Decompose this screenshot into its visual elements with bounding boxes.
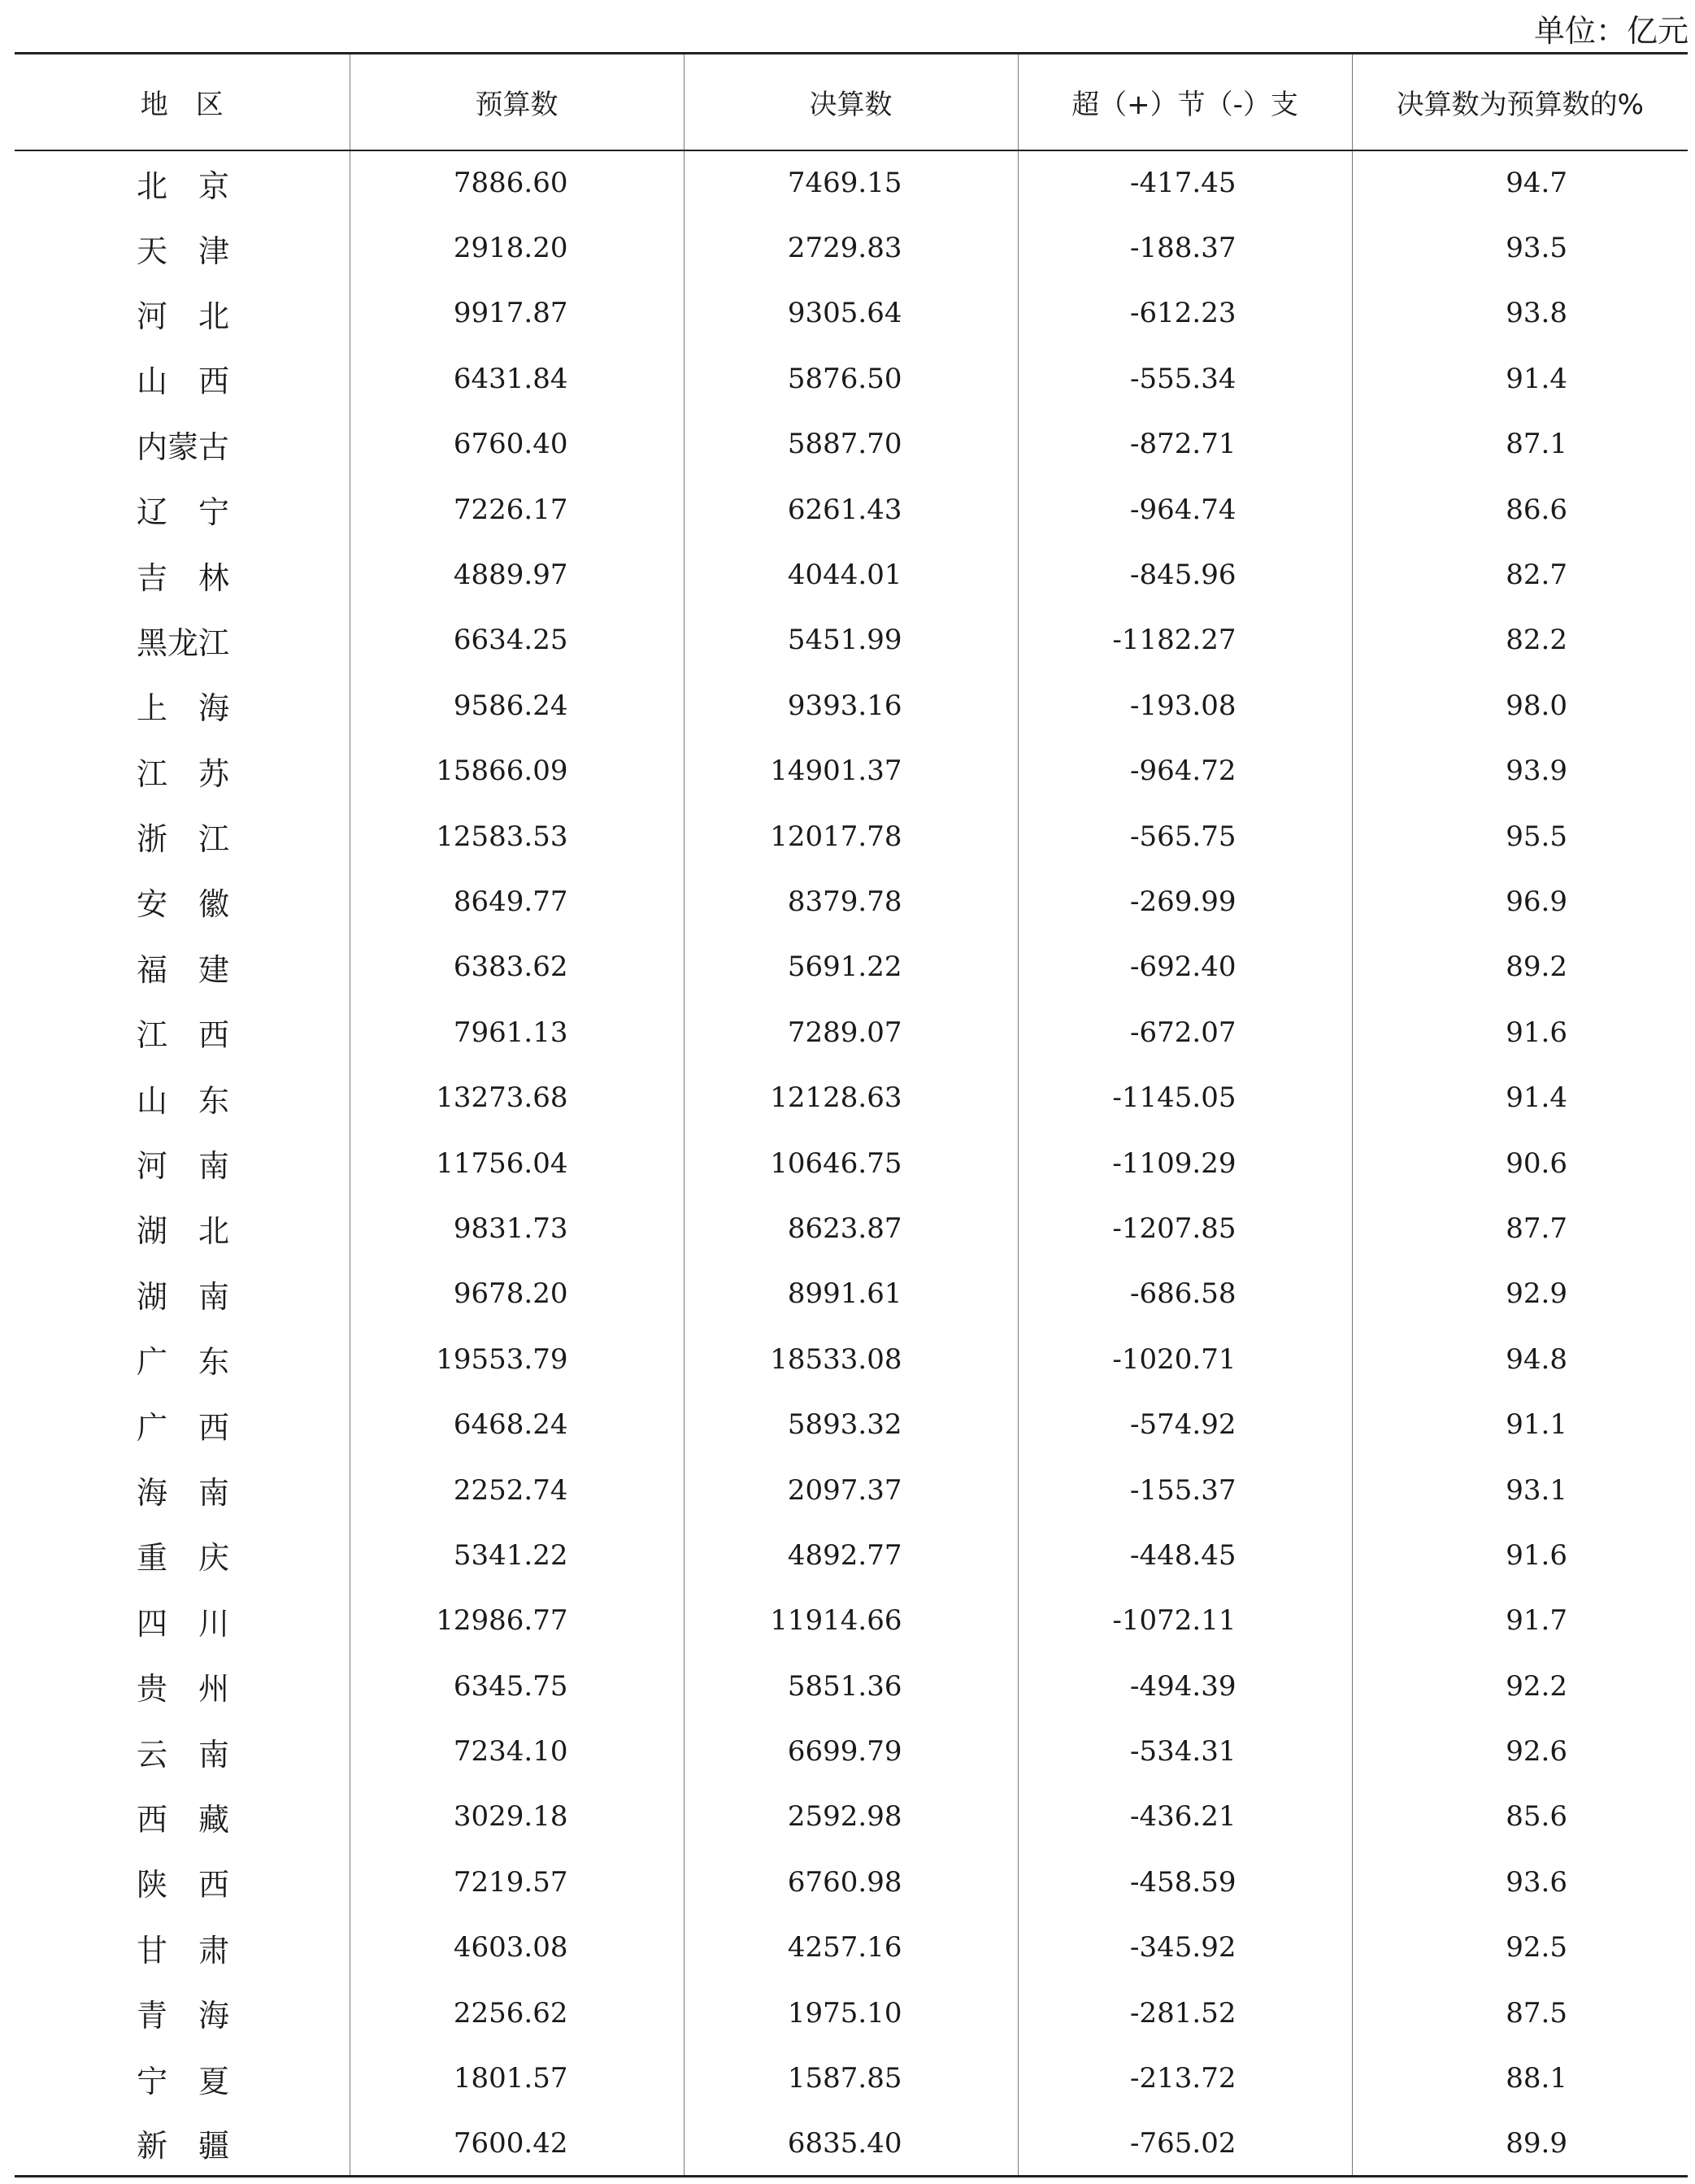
table-row (15, 1588, 1688, 1653)
cell-region: 浙 江 (137, 821, 230, 858)
cell-region: 河 南 (137, 1148, 230, 1185)
cell-budget: 8649.77 (350, 869, 684, 934)
cell-budget: 11756.04 (350, 1130, 684, 1195)
table-row (15, 542, 1688, 607)
cell-final: 5691.22 (684, 934, 1018, 999)
budget-table (15, 52, 1688, 2177)
table-row (15, 1261, 1688, 1326)
cell-final: 5451.99 (684, 607, 1018, 672)
cell-region: 海 南 (137, 1475, 230, 1511)
cell-region: 新 疆 (137, 2128, 230, 2164)
table-row (15, 1327, 1688, 1392)
cell-percent: 92.6 (1352, 1719, 1688, 1784)
cell-final: 5893.32 (684, 1392, 1018, 1457)
cell-diff: -436.21 (1018, 1784, 1352, 1849)
cell-final: 10646.75 (684, 1130, 1018, 1195)
cell-percent: 94.8 (1352, 1327, 1688, 1392)
cell-region: 青 海 (137, 1998, 230, 2034)
cell-region: 陕 西 (137, 1867, 230, 1903)
cell-final: 6760.98 (684, 1850, 1018, 1915)
cell-budget: 7886.60 (350, 150, 684, 215)
cell-diff: -692.40 (1018, 934, 1352, 999)
cell-final: 4257.16 (684, 1915, 1018, 1980)
cell-budget: 7961.13 (350, 1000, 684, 1065)
cell-budget: 9586.24 (350, 673, 684, 738)
table-row (15, 1719, 1688, 1784)
cell-percent: 92.5 (1352, 1915, 1688, 1980)
table-row (15, 1196, 1688, 1261)
cell-budget: 4603.08 (350, 1915, 684, 1980)
cell-budget: 1801.57 (350, 2046, 684, 2111)
cell-percent: 82.7 (1352, 542, 1688, 607)
cell-budget: 6468.24 (350, 1392, 684, 1457)
cell-region: 贵 州 (137, 1671, 230, 1708)
cell-diff: -964.74 (1018, 476, 1352, 542)
table-row (15, 673, 1688, 738)
table-row (15, 150, 1688, 215)
cell-budget: 6760.40 (350, 411, 684, 476)
cell-region: 广 西 (137, 1409, 230, 1446)
cell-diff: -417.45 (1018, 150, 1352, 215)
cell-budget: 6431.84 (350, 346, 684, 411)
cell-percent: 89.2 (1352, 934, 1688, 999)
cell-final: 8991.61 (684, 1261, 1018, 1326)
cell-percent: 91.6 (1352, 1523, 1688, 1588)
table-row (15, 803, 1688, 868)
cell-diff: -269.99 (1018, 869, 1352, 934)
table-row (15, 1000, 1688, 1065)
cell-budget: 19553.79 (350, 1327, 684, 1392)
table-row (15, 934, 1688, 999)
cell-region: 天 津 (137, 233, 230, 269)
table-row (15, 476, 1688, 542)
cell-budget: 2252.74 (350, 1457, 684, 1522)
cell-budget: 13273.68 (350, 1065, 684, 1130)
cell-diff: -534.31 (1018, 1719, 1352, 1784)
cell-percent: 92.2 (1352, 1653, 1688, 1718)
table-row (15, 1457, 1688, 1522)
cell-diff: -193.08 (1018, 673, 1352, 738)
cell-final: 7469.15 (684, 150, 1018, 215)
table-header (15, 54, 1688, 150)
cell-diff: -458.59 (1018, 1850, 1352, 1915)
cell-budget: 7226.17 (350, 476, 684, 542)
table-row (15, 215, 1688, 281)
cell-budget: 6345.75 (350, 1653, 684, 1718)
cell-region: 江 苏 (137, 755, 230, 792)
unit-label: 单位：亿元 (1533, 13, 1688, 49)
cell-final: 6699.79 (684, 1719, 1018, 1784)
cell-percent: 87.7 (1352, 1196, 1688, 1261)
cell-budget: 2918.20 (350, 215, 684, 281)
header-percent: 决算数为预算数的% (1352, 54, 1688, 150)
cell-budget: 2256.62 (350, 1980, 684, 2045)
header-row (15, 54, 1688, 150)
table-row (15, 1392, 1688, 1457)
cell-diff: -1020.71 (1018, 1327, 1352, 1392)
cell-final: 9393.16 (684, 673, 1018, 738)
cell-percent: 98.0 (1352, 673, 1688, 738)
table-row (15, 1784, 1688, 1849)
table-row (15, 869, 1688, 934)
cell-percent: 91.6 (1352, 1000, 1688, 1065)
cell-budget: 7234.10 (350, 1719, 684, 1784)
cell-region: 上 海 (137, 690, 230, 727)
cell-diff: -1109.29 (1018, 1130, 1352, 1195)
cell-final: 12128.63 (684, 1065, 1018, 1130)
cell-final: 8623.87 (684, 1196, 1018, 1261)
cell-region: 江 西 (137, 1017, 230, 1054)
cell-region: 湖 北 (137, 1213, 230, 1250)
cell-percent: 93.5 (1352, 215, 1688, 281)
cell-final: 18533.08 (684, 1327, 1018, 1392)
cell-diff: -1182.27 (1018, 607, 1352, 672)
cell-percent: 91.4 (1352, 346, 1688, 411)
cell-final: 6835.40 (684, 2111, 1018, 2176)
cell-percent: 93.6 (1352, 1850, 1688, 1915)
cell-region: 辽 宁 (137, 494, 230, 531)
cell-percent: 91.4 (1352, 1065, 1688, 1130)
table-row (15, 2111, 1688, 2176)
cell-budget: 15866.09 (350, 738, 684, 803)
cell-diff: -845.96 (1018, 542, 1352, 607)
cell-diff: -448.45 (1018, 1523, 1352, 1588)
cell-region: 安 徽 (137, 886, 230, 923)
cell-final: 14901.37 (684, 738, 1018, 803)
cell-region: 重 庆 (137, 1540, 230, 1577)
cell-diff: -686.58 (1018, 1261, 1352, 1326)
cell-final: 4044.01 (684, 542, 1018, 607)
cell-percent: 92.9 (1352, 1261, 1688, 1326)
cell-budget: 4889.97 (350, 542, 684, 607)
cell-region: 福 建 (137, 951, 230, 988)
cell-budget: 12583.53 (350, 803, 684, 868)
cell-percent: 96.9 (1352, 869, 1688, 934)
table-row (15, 346, 1688, 411)
table-row (15, 738, 1688, 803)
cell-diff: -345.92 (1018, 1915, 1352, 1980)
cell-final: 7289.07 (684, 1000, 1018, 1065)
cell-percent: 91.7 (1352, 1588, 1688, 1653)
cell-final: 1975.10 (684, 1980, 1018, 2045)
cell-percent: 93.9 (1352, 738, 1688, 803)
cell-diff: -672.07 (1018, 1000, 1352, 1065)
cell-diff: -213.72 (1018, 2046, 1352, 2111)
cell-final: 2729.83 (684, 215, 1018, 281)
cell-diff: -281.52 (1018, 1980, 1352, 2045)
cell-diff: -494.39 (1018, 1653, 1352, 1718)
cell-final: 5851.36 (684, 1653, 1018, 1718)
header-final: 决算数 (684, 54, 1018, 150)
cell-diff: -964.72 (1018, 738, 1352, 803)
cell-final: 5887.70 (684, 411, 1018, 476)
table-body (15, 150, 1688, 2177)
cell-budget: 9917.87 (350, 281, 684, 346)
cell-final: 2592.98 (684, 1784, 1018, 1849)
cell-diff: -555.34 (1018, 346, 1352, 411)
cell-region: 宁 夏 (137, 2063, 230, 2099)
cell-diff: -188.37 (1018, 215, 1352, 281)
cell-final: 4892.77 (684, 1523, 1018, 1588)
cell-final: 12017.78 (684, 803, 1018, 868)
cell-diff: -574.92 (1018, 1392, 1352, 1457)
cell-region: 甘 肃 (137, 1932, 230, 1969)
cell-region: 云 南 (137, 1736, 230, 1773)
table-row (15, 281, 1688, 346)
cell-region: 湖 南 (137, 1278, 230, 1315)
cell-final: 2097.37 (684, 1457, 1018, 1522)
cell-percent: 87.1 (1352, 411, 1688, 476)
cell-region: 山 东 (137, 1082, 230, 1119)
cell-budget: 3029.18 (350, 1784, 684, 1849)
cell-percent: 87.5 (1352, 1980, 1688, 2045)
cell-region: 北 京 (137, 167, 230, 204)
table-row (15, 607, 1688, 672)
cell-region: 吉 林 (137, 559, 230, 596)
cell-percent: 91.1 (1352, 1392, 1688, 1457)
cell-region: 四 川 (137, 1605, 230, 1642)
cell-final: 8379.78 (684, 869, 1018, 934)
cell-final: 6261.43 (684, 476, 1018, 542)
cell-diff: -155.37 (1018, 1457, 1352, 1522)
cell-percent: 86.6 (1352, 476, 1688, 542)
cell-percent: 89.9 (1352, 2111, 1688, 2176)
cell-budget: 9831.73 (350, 1196, 684, 1261)
header-diff: 超（+）节（-）支 (1018, 54, 1352, 150)
cell-region: 广 东 (137, 1344, 230, 1381)
cell-region: 河 北 (137, 298, 230, 334)
cell-percent: 95.5 (1352, 803, 1688, 868)
table-row (15, 1915, 1688, 1980)
table-row (15, 1130, 1688, 1195)
table-row (15, 1850, 1688, 1915)
cell-percent: 88.1 (1352, 2046, 1688, 2111)
cell-budget: 7600.42 (350, 2111, 684, 2176)
cell-region: 黑龙江 (137, 624, 230, 661)
header-region: 地 区 (140, 88, 224, 121)
cell-budget: 12986.77 (350, 1588, 684, 1653)
cell-budget: 5341.22 (350, 1523, 684, 1588)
table-row (15, 1065, 1688, 1130)
cell-diff: -1072.11 (1018, 1588, 1352, 1653)
cell-final: 5876.50 (684, 346, 1018, 411)
cell-diff: -872.71 (1018, 411, 1352, 476)
table-row (15, 411, 1688, 476)
cell-percent: 82.2 (1352, 607, 1688, 672)
cell-final: 9305.64 (684, 281, 1018, 346)
table-row (15, 1523, 1688, 1588)
cell-final: 11914.66 (684, 1588, 1018, 1653)
cell-region: 内蒙古 (137, 429, 230, 465)
cell-region: 西 藏 (137, 1801, 230, 1838)
cell-diff: -1207.85 (1018, 1196, 1352, 1261)
header-budget: 预算数 (350, 54, 684, 150)
table-row (15, 2046, 1688, 2111)
cell-diff: -1145.05 (1018, 1065, 1352, 1130)
table-row (15, 1653, 1688, 1718)
cell-region: 山 西 (137, 363, 230, 400)
cell-budget: 9678.20 (350, 1261, 684, 1326)
cell-diff: -765.02 (1018, 2111, 1352, 2176)
cell-percent: 90.6 (1352, 1130, 1688, 1195)
cell-budget: 6634.25 (350, 607, 684, 672)
cell-percent: 93.1 (1352, 1457, 1688, 1522)
cell-percent: 85.6 (1352, 1784, 1688, 1849)
cell-final: 1587.85 (684, 2046, 1018, 2111)
cell-budget: 6383.62 (350, 934, 684, 999)
cell-diff: -565.75 (1018, 803, 1352, 868)
table-row (15, 1980, 1688, 2045)
cell-percent: 93.8 (1352, 281, 1688, 346)
cell-budget: 7219.57 (350, 1850, 684, 1915)
cell-diff: -612.23 (1018, 281, 1352, 346)
cell-percent: 94.7 (1352, 150, 1688, 215)
